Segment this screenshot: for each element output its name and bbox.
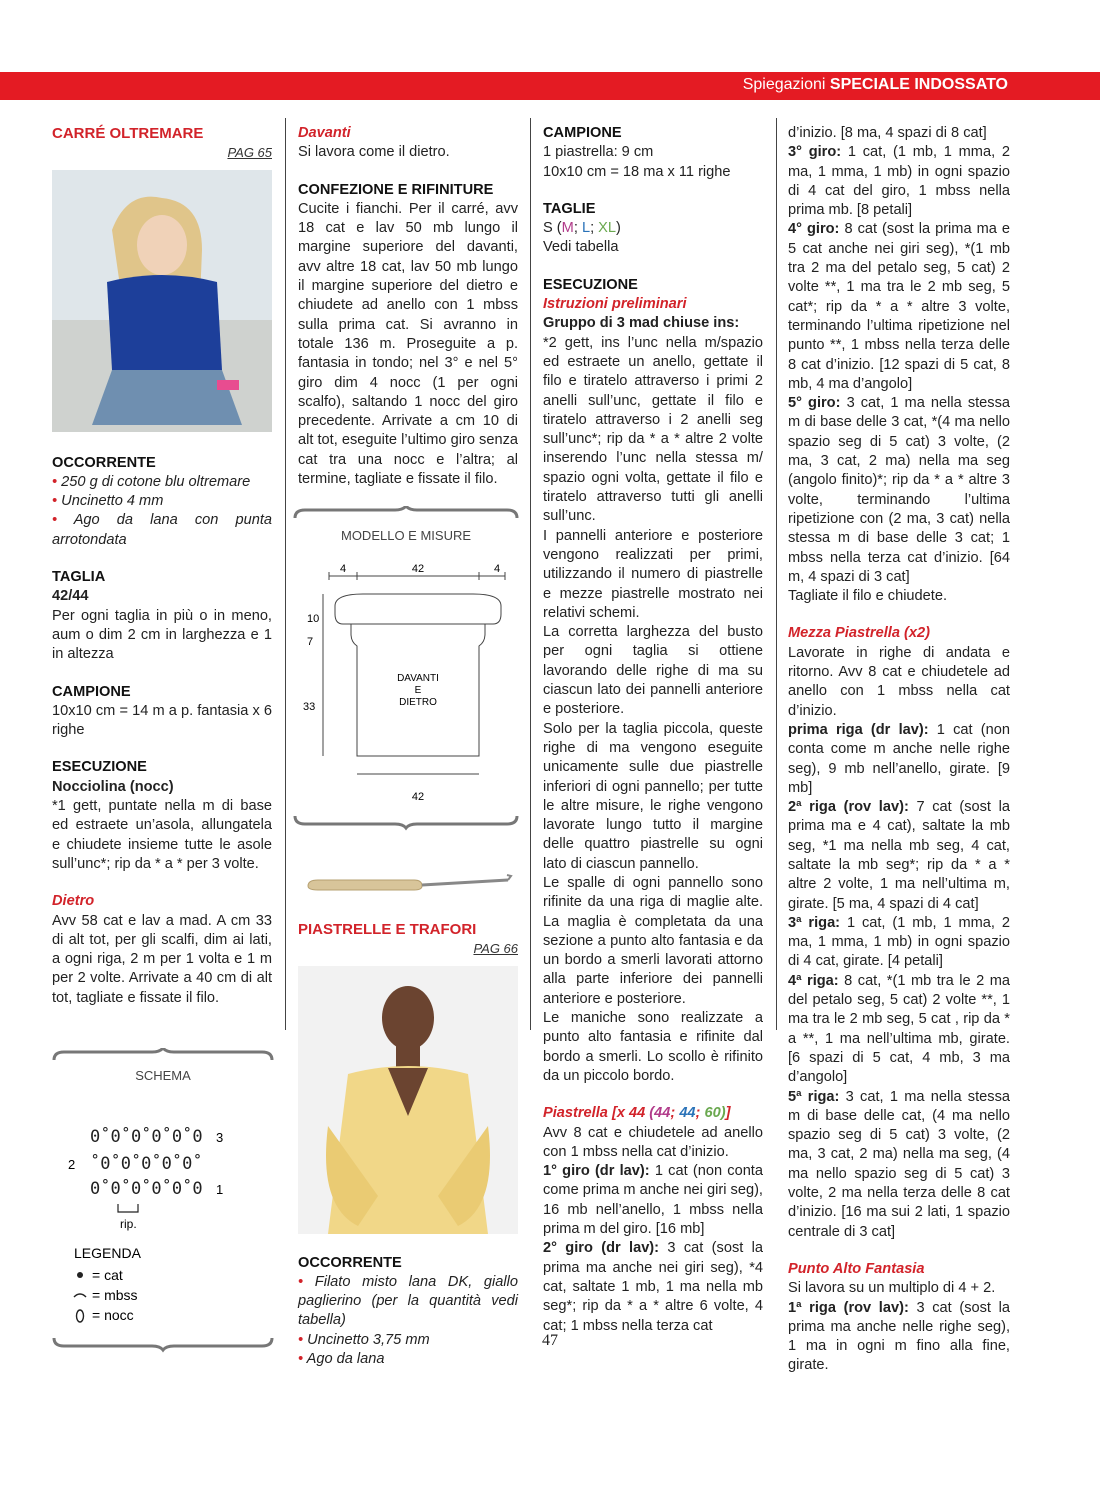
paragraph: Solo per la taglia piccola, queste righe di ma vengono eseguite unicamente sulle due piastrelle inferiori di ogni pannello; per tutte le altre misure, le righe vengono lavorate lungo tutto il margine delle quattro piastrelle su ogni lato di ciascun pannello. [543, 720, 763, 872]
pattern-title: CARRÉ OLTREMARE [52, 125, 204, 142]
row-instruction: 3ª riga: 1 cat, (1 mb, 1 mma, 2 ma, 1 mma, 1 mb) in ogni spazio di 4 cat, girate. [4 petali] [788, 914, 1010, 970]
section-heading: OCCORRENTE [298, 1254, 402, 1271]
section-heading: ESECUZIONE [52, 759, 147, 776]
model-photo-yellow-top [298, 966, 518, 1234]
legend-title: LEGENDA [74, 1245, 141, 1261]
subsection-heading: Dietro [52, 893, 95, 910]
column-4 [788, 124, 1010, 1376]
paragraph: I pannelli anteriore e posteriore vengono realizzati per primi, utilizzando il numero di piastrelle e mezze piastrelle mostrato nei relativi schemi. [543, 527, 763, 621]
list-item: • Ago da lana [298, 1351, 385, 1368]
paragraph: Per ogni taglia in più o in meno, aum o dim 2 cm in larghezza e 1 in altezza [52, 607, 272, 663]
section-heading: OCCORRENTE [52, 454, 156, 471]
column-divider [776, 118, 777, 1030]
svg-text:˚0˚0˚0˚0˚0˚: ˚0˚0˚0˚0˚0˚ [90, 1154, 203, 1174]
subsection-heading: Istruzioni preliminari [543, 296, 687, 313]
dimension-label: 4 [339, 563, 347, 575]
sizes-line: S (M; L; XL) [543, 220, 621, 237]
section-heading: TAGLIA [52, 569, 106, 586]
header-section: SPECIALE INDOSSATO [829, 76, 1008, 93]
paragraph: Avv 58 cat e lav a mad. A cm 33 di alt tot, per gli scalfi, dim ai lati, a ogni riga, 2 m per 1 volta e 1 m per 2 volte. Arrivate a 40 cm di alt tot, tagliate e fissate il filo. [52, 912, 272, 1006]
paragraph: Lavorate in righe di andata e ritorno. Avv 8 cat e chiudetele ad anello con 1 mbss nella cat d’inizio. [788, 644, 1010, 719]
column-divider [285, 118, 286, 1030]
row-instruction: 5ª riga: 3 cat, 1 ma nella stessa m di base delle cat, (4 ma nello spazio seg di 5 cat) 3 volte, (2 ma, 3 cat, 2 ma) nella ma seg, (4 ma nello spazio seg di 5 cat) 3 volte, 2 ma nella terza delle 8 cat d’inizio. [16 ma sui 2 lati, 1 spazio centrale di 3 cat] [788, 1088, 1010, 1240]
schema-diagram [52, 1048, 274, 1358]
round-instruction: 3° giro: 1 cat, (1 mb, 1 mma, 2 ma, 1 mma, 1 mb) in ogni spazio di 4 cat del giro, 1 mbss nella prima mb. [8 petali] [788, 144, 1010, 219]
paragraph: Vedi tabella [543, 239, 619, 256]
dimension-label: 10 [307, 613, 320, 625]
repeat-label: rip. [120, 1217, 137, 1231]
paragraph: Le maniche sono realizzate a punto alto fantasia e rifinite dal bordo a smerli. Lo scollo è rifinito da un piccolo bordo. [543, 1010, 763, 1084]
subheading: Nocciolina (nocc) [52, 778, 174, 795]
model-photo-blue-top [52, 170, 272, 432]
paragraph: 10x10 cm = 18 ma x 11 righe [543, 163, 731, 180]
schema-title: SCHEMA [135, 1068, 191, 1083]
subsection-heading: Piastrella [x 44 (44; 44; 60)] [543, 1105, 731, 1122]
page-ref: PAG 65 [227, 145, 272, 161]
paragraph: Si lavora su un multiplo di 4 + 2. [788, 1280, 996, 1297]
dimension-label: 7 [307, 636, 314, 648]
subsection-heading: Davanti [298, 125, 351, 141]
paragraph: Avv 8 cat e chiudetele ad anello con 1 mbss nella cat d’inizio. [543, 1124, 763, 1160]
round-instruction: 2° giro (dr lav): 3 cat (sost la prima ma anche nei giri seg), *4 cat, saltate 1 mb, 1 ma nella mb seg*; rip da * a * altre 6 volte, 4 cat; 1 mbss nella terza cat [543, 1240, 764, 1334]
paragraph: 10x10 cm = 14 m a p. fantasia x 6 righe [52, 702, 272, 739]
pattern-title: PIASTRELLE E TRAFORI [298, 921, 477, 938]
column-2-lower [298, 920, 518, 1369]
paragraph: *2 gett, ins l’unc nella m/spazio ed estraete un anello, gettate il filo e tiratelo attraverso i primi 2 anelli sull’unc, gettate il filo e tiratelo attraverso i 2 anelli seg sull’unc*; rip da * a * altre 2 volte inserendo l’unc nella stessa m/ spazio ogni volta, gettate il filo e tiratelo attraverso tutti gli anelli sull’unc. [543, 334, 763, 525]
subheading: Gruppo di 3 mad chiuse ins: [543, 315, 740, 332]
round-instruction: 1° giro (dr lav): 1 cat (non conta come prima m anche nei giri seg), 16 mb nell’anello, 1 mbss nella prima m del giro. [16 mb] [543, 1163, 763, 1238]
row-instruction: 2ª riga (rov lav): 7 cat (sost la prima ma e 4 cat), saltate la mb seg, *1 ma nella mb seg, 4 cat, saltate la mb seg*; rip da * a * altre 2 volte, 1 ma nell’ultima m, girate. [5 ma, 4 spazi di 4 cat] [788, 799, 1010, 912]
list-item: • Ago da lana con punta arrotondata [52, 512, 272, 548]
section-heading: TAGLIE [543, 200, 596, 217]
row-number: 2 [68, 1157, 76, 1172]
legend-item: = cat [92, 1267, 123, 1283]
panel-label: DIETRO [399, 697, 437, 708]
section-heading: ESECUZIONE [543, 276, 638, 293]
section-heading: CONFEZIONE E RIFINITURE [298, 181, 494, 198]
row-instruction: 1ª riga (rov lav): 3 cat (sost la prima ma anche nelle righe seg), 1 ma in ogni m fino alla fine, girate. [788, 1299, 1010, 1374]
paragraph: Cucite i fianchi. Per il carré, avv 18 cat e lav 50 mb lungo il margine superiore del davanti, avv altre 18 cat, lav 50 mb lungo il margine superiore del dietro e chiudete ad anello con 1 mbss sulla prima cat. Si avranno in totale 136 m. Proseguite a p. fantasia in tondo; nel 3° e nel 5° giro dim 4 nocc (1 per ogni scalfo), saltando 1 nocc del giro precedente. Arrivate a cm 10 di alt tot, eseguite l’ultimo giro senza cat tra una nocc e l’altra; al termine, tagliate e fissate il filo. [298, 200, 518, 488]
paragraph: La corretta larghezza del busto per ogni taglia si ottiene lavorando delle righe di ma su ciascun lato dei pannelli anteriore e posteriore. [543, 624, 763, 718]
paragraph: Si lavora come il dietro. [298, 144, 450, 161]
crochet-hook-image [302, 868, 516, 898]
paragraph: d’inizio. [8 ma, 4 spazi di 8 cat] [788, 125, 987, 141]
legend-item: = nocc [92, 1307, 134, 1323]
list-item: • 250 g di cotone blu oltremare [52, 473, 251, 490]
paragraph: Tagliate il filo e chiudete. [788, 588, 948, 605]
row-instruction: 4ª riga: 8 cat, *(1 mb tra le 2 ma del petalo seg, 5 cat) 2 volte **, 1 ma tra le 2 mb seg, 5 cat , rip da * a **, 1 ma nell’ultima mb, girate. [6 spazi di 5 cat, 4 mb, 3 ma d’angolo] [788, 972, 1010, 1086]
list-item: • Uncinetto 3,75 mm [298, 1331, 430, 1348]
column-divider [530, 118, 531, 1030]
header-label: Spiegazioni [742, 76, 826, 93]
dimension-label: 33 [303, 701, 316, 713]
size-value: 42/44 [52, 588, 89, 605]
dimension-label: 42 [411, 791, 425, 803]
legend-item: = mbss [92, 1287, 138, 1303]
dimension-label: 4 [493, 563, 501, 575]
svg-text:0˚0˚0˚0˚0˚0: 0˚0˚0˚0˚0˚0 [90, 1179, 203, 1199]
page-number: 47 [542, 1332, 558, 1349]
subsection-heading: Mezza Piastrella (x2) [788, 625, 930, 642]
header-bar [0, 72, 1100, 100]
header-title [743, 76, 1008, 94]
row-number: 1 [216, 1182, 224, 1197]
panel-label: DAVANTI [397, 673, 439, 684]
section-heading: CAMPIONE [543, 125, 622, 141]
page-ref: PAG 66 [473, 941, 518, 957]
column-3 [543, 124, 763, 1336]
section-heading: CAMPIONE [52, 683, 131, 700]
row-number: 3 [216, 1130, 224, 1145]
svg-text:0˚0˚0˚0˚0˚0: 0˚0˚0˚0˚0˚0 [90, 1127, 203, 1147]
round-instruction: 4° giro: 8 cat (sost la prima ma e 5 cat anche nei giri seg), *(1 mb tra 2 ma del petalo seg, 5 cat) 2 volte **, 1 ma tra le 2 mb seg, 5 cat*; rip da * a * altre 3 volte, terminando l’ultima ripetizione nel punto **, 1 mbss nella terza delle 8 cat d’inizio. [12 spazi di 5 cat, 8 mb, 4 ma d’angolo] [788, 221, 1011, 392]
paragraph: Le spalle di ogni pannello sono rifinite da una riga di maglie alte. La maglia è completata da una sezione a punto alto fantasia e da un bordo a smerli lavorati attorno alla parte inferiore dei pannelli anteriore e posteriore. [543, 874, 763, 1007]
dimension-label: 42 [411, 563, 425, 575]
subsection-heading: Punto Alto Fantasia [788, 1260, 925, 1277]
measurements-diagram [293, 506, 519, 836]
panel-label: E [414, 685, 422, 696]
column-2 [298, 124, 518, 489]
paragraph: 1 piastrella: 9 cm [543, 144, 654, 161]
diagram-title: MODELLO E MISURE [340, 528, 472, 543]
paragraph: *1 gett, puntate nella m di base ed estraete un’asola, allungatela e chiudete insieme tutte le asole sull’unc*; rip da * a * per 3 volte. [52, 798, 272, 872]
list-item: • Filato misto lana DK, giallo paglierino (per la quantità vedi tabella) [298, 1273, 518, 1329]
column-1 [52, 124, 272, 1008]
row-instruction: prima riga (dr lav): 1 cat (non conta come m anche nelle righe seg), 9 mb nell’anello, girate. [9 mb] [788, 721, 1010, 796]
list-item: • Uncinetto 4 mm [52, 493, 164, 510]
round-instruction: 5° giro: 3 cat, 1 ma nella stessa m di base delle 3 cat, *(4 ma nello spazio seg di 5 cat) 3 volte, (2 ma, 3 cat, 2 ma) nella ma seg (angolo finito)*; rip da * a * altre 3 volte, terminando l’ultima ripetizione con (2 ma, 3 cat) nella stessa m di base delle 3 cat; 1 mbss nella terza cat d’inizio. [64 m, 4 spazi di 3 cat] [788, 395, 1010, 585]
